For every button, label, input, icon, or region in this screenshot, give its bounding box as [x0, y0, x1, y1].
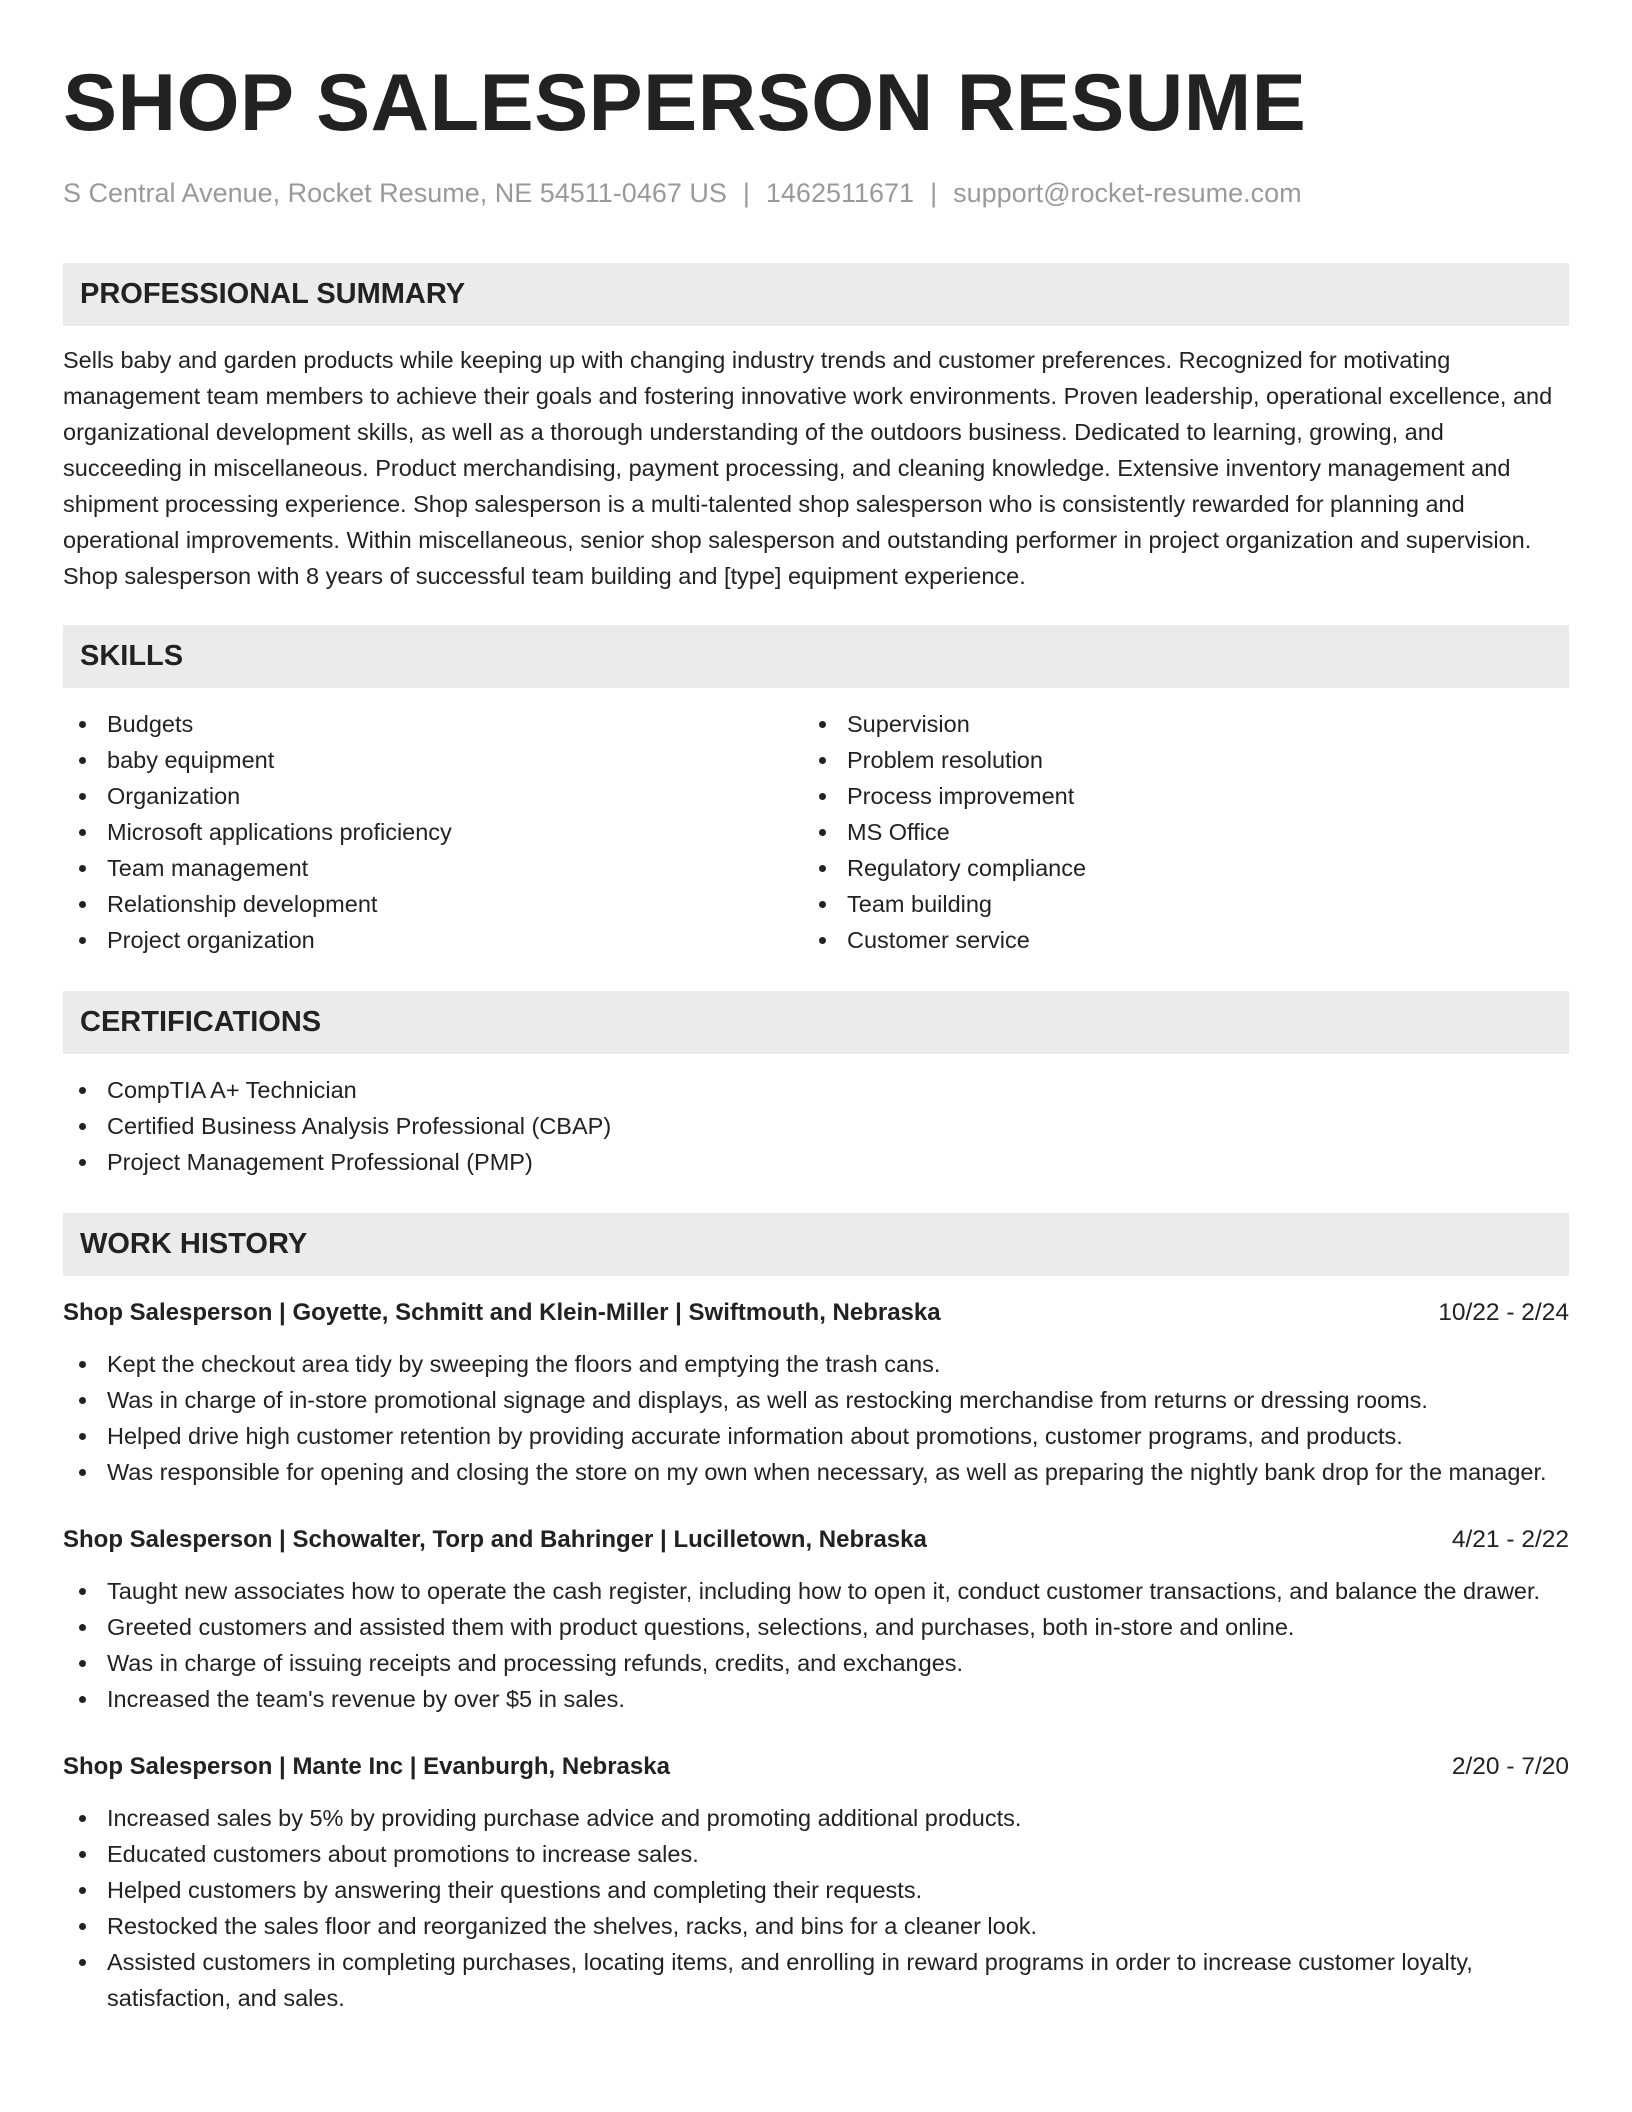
skill-item: Relationship development [63, 886, 803, 922]
skills-column-right [803, 706, 1543, 958]
contact-address: S Central Avenue, Rocket Resume, NE 54511-0467 US [63, 178, 727, 208]
job-entry [63, 1297, 1569, 1490]
contact-line [63, 176, 1569, 210]
job-bullets [63, 1346, 1569, 1490]
skills-column-left [63, 706, 803, 958]
job-bullet: Helped drive high customer retention by providing accurate information about promotions, customer programs, and products. [63, 1418, 1569, 1454]
job-bullet: Educated customers about promotions to increase sales. [63, 1836, 1569, 1872]
job-bullet: Was in charge of in-store promotional signage and displays, as well as restocking merchandise from returns or dressing rooms. [63, 1382, 1569, 1418]
skills-heading: SKILLS [63, 625, 1569, 688]
job-bullet: Greeted customers and assisted them with product questions, selections, and purchases, both in-store and online. [63, 1609, 1569, 1645]
skill-item: Problem resolution [803, 742, 1543, 778]
job-bullet: Helped customers by answering their questions and completing their requests. [63, 1872, 1569, 1908]
job-bullet: Assisted customers in completing purchases, locating items, and enrolling in reward programs in order to increase customer loyalty, satisfaction, and sales. [63, 1944, 1569, 2016]
skill-item: baby equipment [63, 742, 803, 778]
skill-item: MS Office [803, 814, 1543, 850]
certification-item: CompTIA A+ Technician [63, 1072, 1569, 1108]
job-bullets [63, 1573, 1569, 1717]
job-bullet: Was in charge of issuing receipts and processing refunds, credits, and exchanges. [63, 1645, 1569, 1681]
contact-separator: | [742, 178, 750, 208]
job-bullet: Taught new associates how to operate the cash register, including how to open it, conduct customer transactions, and balance the drawer. [63, 1573, 1569, 1609]
skill-item: Regulatory compliance [803, 850, 1543, 886]
skill-item: Team management [63, 850, 803, 886]
contact-separator: | [930, 178, 938, 208]
skill-item: Project organization [63, 922, 803, 958]
skill-item: Budgets [63, 706, 803, 742]
summary-text: Sells baby and garden products while keeping up with changing industry trends and customer preferences. Recognized for motivating management team members to achieve their goals and fostering innovative work environments. Proven leadership, operational excellence, and organizational development skills, as well as a thorough understanding of the outdoors business. Dedicated to learning, growing, and succeeding in miscellaneous. Product merchandising, payment processing, and cleaning knowledge. Extensive inventory management and shipment processing experience. Shop salesperson is a multi-talented shop salesperson who is consistently rewarded for planning and operational improvements. Within miscellaneous, senior shop salesperson and outstanding performer in project organization and supervision. Shop salesperson with 8 years of successful team building and [type] equipment experience. [63, 347, 1553, 589]
job-title: Shop Salesperson | Mante Inc | Evanburgh, Nebraska [63, 1753, 670, 1780]
skill-item: Customer service [803, 922, 1543, 958]
job-bullet: Increased sales by 5% by providing purchase advice and promoting additional products. [63, 1800, 1569, 1836]
job-entry [63, 1751, 1569, 2016]
certification-item: Project Management Professional (PMP) [63, 1144, 1569, 1180]
certifications-list [63, 1072, 1569, 1180]
certification-item: Certified Business Analysis Professional (CBAP) [63, 1108, 1569, 1144]
job-title: Shop Salesperson | Schowalter, Torp and Bahringer | Lucilletown, Nebraska [63, 1526, 927, 1553]
certifications-heading: CERTIFICATIONS [63, 991, 1569, 1054]
job-dates: 4/21 - 2/22 [1451, 1526, 1569, 1553]
job-dates: 10/22 - 2/24 [1438, 1299, 1569, 1326]
job-entry [63, 1524, 1569, 1717]
contact-email: support@rocket-resume.com [953, 178, 1302, 208]
contact-phone: 1462511671 [765, 178, 915, 208]
job-title: Shop Salesperson | Goyette, Schmitt and Klein-Miller | Swiftmouth, Nebraska [63, 1299, 941, 1326]
skill-item: Team building [803, 886, 1543, 922]
skill-item: Process improvement [803, 778, 1543, 814]
job-bullet: Kept the checkout area tidy by sweeping the floors and emptying the trash cans. [63, 1346, 1569, 1382]
job-header [63, 1524, 1569, 1556]
job-bullet: Was responsible for opening and closing the store on my own when necessary, as well as preparing the nightly bank drop for the manager. [63, 1454, 1569, 1490]
skill-item: Microsoft applications proficiency [63, 814, 803, 850]
skill-item: Organization [63, 778, 803, 814]
job-dates: 2/20 - 7/20 [1451, 1753, 1569, 1780]
job-header [63, 1297, 1569, 1329]
skills-grid [63, 706, 1569, 958]
work-history-heading: WORK HISTORY [63, 1213, 1569, 1276]
summary-heading: PROFESSIONAL SUMMARY [63, 263, 1569, 326]
job-bullet: Increased the team's revenue by over $5 in sales. [63, 1681, 1569, 1717]
job-header [63, 1751, 1569, 1783]
job-bullet: Restocked the sales floor and reorganized the shelves, racks, and bins for a cleaner look. [63, 1908, 1569, 1944]
job-bullets [63, 1800, 1569, 2016]
page-title: SHOP SALESPERSON RESUME [63, 58, 1307, 148]
skill-item: Supervision [803, 706, 1543, 742]
